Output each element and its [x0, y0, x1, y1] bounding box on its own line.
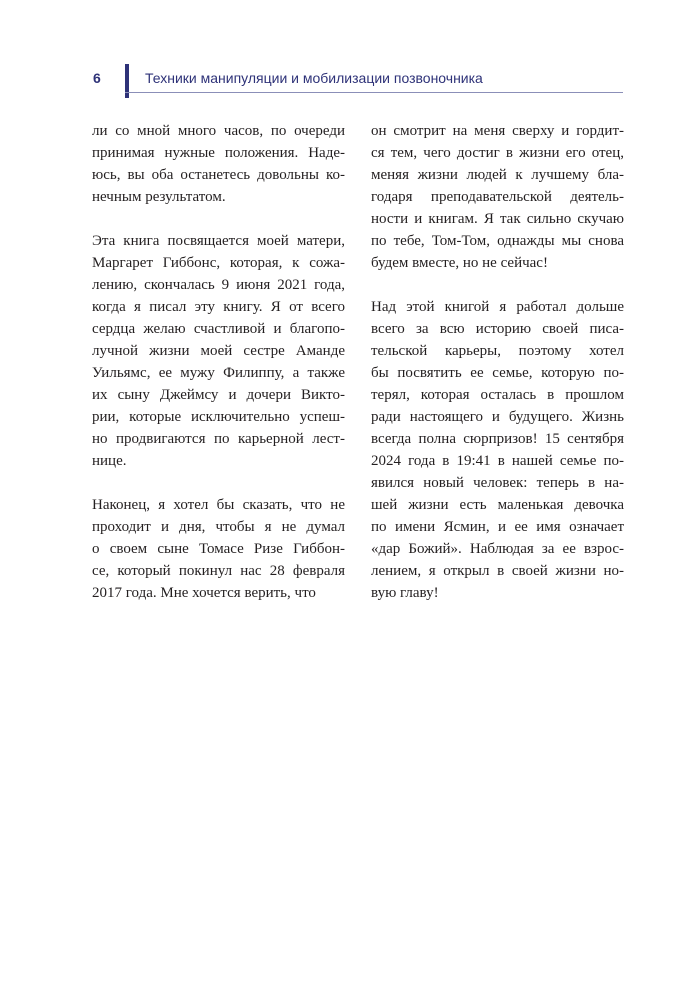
text-line: проходит и дня, чтобы я не думал — [92, 519, 345, 535]
text-line: по имени Ясмин, и ее имя означает — [371, 519, 624, 535]
text-line: будем вместе, но не сейчас! — [371, 255, 548, 271]
text-line: о своем сыне Томасе Ризе Гиббон- — [92, 541, 345, 557]
text-line: Уильямс, ее мужу Филиппу, а также — [92, 365, 345, 381]
text-line: их сыну Джеймсу и дочери Викто- — [92, 387, 345, 403]
text-line: се, который покинул нас 28 февраля — [92, 563, 345, 579]
text-line: по тебе, Том-Том, однажды мы снова — [371, 233, 624, 249]
text-line: вую главу! — [371, 585, 439, 601]
right-column — [371, 120, 624, 626]
text-line: 2017 года. Мне хочется верить, что — [92, 585, 316, 601]
paragraph — [92, 494, 345, 604]
text-line: «дар Божий». Наблюдая за ее взрос- — [371, 541, 624, 557]
paragraph — [92, 120, 345, 208]
text-line: бы посвятить ее семье, которую по- — [371, 365, 624, 381]
text-line: когда я писал эту книгу. Я от всего — [92, 299, 345, 315]
running-title: Техники манипуляции и мобилизации позвоночника — [145, 70, 483, 86]
text-line: терял, которая осталась в прошлом — [371, 387, 624, 403]
paragraph — [92, 230, 345, 472]
text-line: нечным результатом. — [92, 189, 226, 205]
text-line: он смотрит на меня сверху и гордит- — [371, 123, 624, 139]
text-line: нице. — [92, 453, 127, 469]
text-line: Эта книга посвящается моей матери, — [92, 233, 345, 249]
text-line: рии, которые исключительно успеш- — [92, 409, 345, 425]
text-line: всего за всю историю своей писа- — [371, 321, 624, 337]
text-line: лучной жизни моей сестре Аманде — [92, 343, 345, 359]
text-line: тельской карьеры, поэтому хотел — [371, 343, 624, 359]
left-column — [92, 120, 345, 626]
text-line: сердца желаю счастливой и благопо- — [92, 321, 345, 337]
text-line: ли со мной много часов, по очереди — [92, 123, 345, 139]
text-line: юсь, вы оба останетесь довольны ко- — [92, 167, 345, 183]
text-line: принимая нужные положения. Наде- — [92, 145, 345, 161]
paragraph — [371, 120, 624, 274]
text-line: 2024 года в 19:41 в нашей семье по- — [371, 453, 624, 469]
text-line: годаря преподавательской деятель- — [371, 189, 624, 205]
text-line: ности и книгам. Я так сильно скучаю — [371, 211, 624, 227]
text-line: ради настоящего и будущего. Жизнь — [371, 409, 624, 425]
running-header — [93, 64, 623, 100]
text-line: Над этой книгой я работал дольше — [371, 299, 624, 315]
page-number: 6 — [93, 70, 101, 86]
text-line: меняя жизни людей к лучшему бла- — [371, 167, 624, 183]
text-line: Наконец, я хотел бы сказать, что не — [92, 497, 345, 513]
text-line: лению, скончалась 9 июня 2021 года, — [92, 277, 345, 293]
text-line: Маргарет Гиббонс, которая, к сожа- — [92, 255, 345, 271]
text-line: лением, я открыл в своей жизни но- — [371, 563, 624, 579]
text-line: явился новый человек: теперь в на- — [371, 475, 624, 491]
text-line: но продвигаются по карьерной лест- — [92, 431, 345, 447]
text-line: ся тем, чего достиг в жизни его отец, — [371, 145, 624, 161]
header-rule — [125, 92, 623, 93]
text-line: шей жизни есть маленькая девочка — [371, 497, 624, 513]
text-line: всегда полна сюрпризов! 15 сентября — [371, 431, 624, 447]
paragraph — [371, 296, 624, 604]
